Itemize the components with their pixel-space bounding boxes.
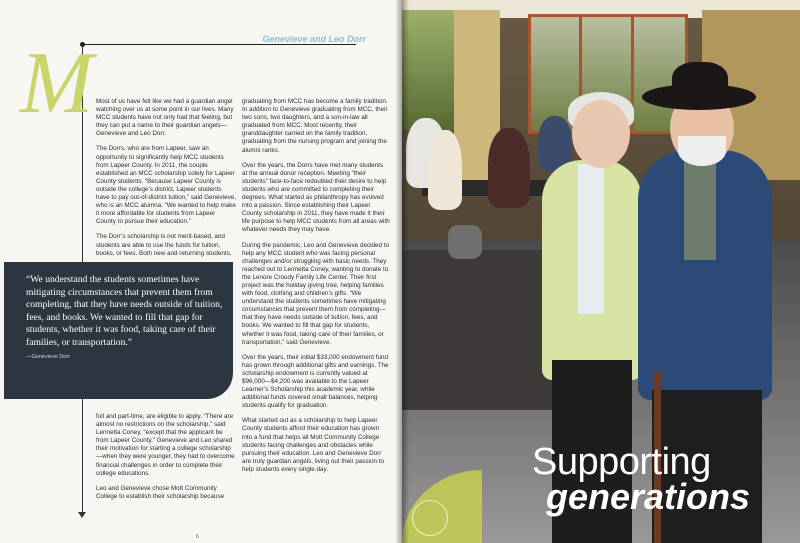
paragraph: The Dorr’s scholarship is not merit-based, and students are able to use the funds for tuition, books, or fees. Both new and returning students, (96, 233, 232, 257)
paragraph: What started out as a scholarship to help Lapeer County students afford their education has grown into a fund that helps all Mott Community College students facing challenges and obstacles while pursuing their education. Leo and Genevieve Dorr are truly guardian angels, living out their passion to help students every single day. (242, 417, 385, 473)
photo-student (428, 130, 462, 210)
photo-man-hat-crown (672, 62, 728, 102)
page-gutter (395, 0, 409, 543)
photo-woman-blouse (578, 164, 604, 314)
photo-man-beard (678, 136, 726, 166)
photo-woman-face (572, 100, 630, 168)
pull-quote (4, 262, 233, 399)
feature-title (532, 443, 750, 515)
photo-carpet (402, 250, 552, 410)
photo-student (488, 128, 530, 208)
paragraph: full and part-time, are eligible to apply. “There are almost no restrictions on the scholarship,” said Lennetta Coney, “except that the applicant be from Lapeer County.” Genevieve and Leo shared their motivation for starting a college scholarship—when they were younger, they had to overcome financial challenges in order to complete their college educations. (96, 413, 235, 477)
paragraph: graduating from MCC has become a family tradition. In addition to Genevieve graduating from MCC, their two sons, two daughters, and a son-in-law all graduated from MCC. Most recently, their granddaughter carried on the family tradition, graduating from the nursing program and joining the alumni ranks. (242, 98, 388, 154)
feature-title-line-1: Supporting (532, 441, 711, 483)
drop-cap: M (20, 35, 94, 132)
photo-man-shirt (684, 160, 716, 260)
paragraph: The Dorrs, who are from Lapeer, saw an opportunity to significantly help MCC students from Lapeer County. In 2011, the couple established an MCC scholarship solely for Lapeer County students. “Because Lapeer County is outside the college’s district, Lapeer students have to pay out-of-district tuition,” said Genevieve, who is an MCC alumna. “We wanted to help make it more affordable for students from Lapeer County to pursue their education.” (96, 145, 237, 226)
header-rule (82, 44, 356, 45)
photo-backpack (448, 225, 482, 259)
pull-quote-attribution: —Genevieve Dorr (26, 354, 71, 360)
running-head: Genevieve and Leo Dorr (262, 34, 366, 44)
paragraph: During the pandemic, Leo and Genevieve decided to help any MCC student who was facing personal challenges and/or struggling with basic needs. They reached out to Lennetta Coney, wanting to donate to the Lenore Croudy Family Life Center. Their first project was the holiday giving tree, helping families with food, clothing and children’s gifts. “We understand the students sometimes have mitigating circumstances that prevent them from completing—that they have needs outside of tuition, fees, and books. We wanted to fill that gap for students, whether it was food, taking care of their families, or transportation,” said Genevieve. (242, 241, 390, 346)
pull-quote-text: “We understand the students sometimes have mitigating circumstances that prevent them from completing, that they have needs outside of tuition, fees, and books. We wanted to fill that gap for students, whether it was food, taking care of their families, or transportation.” (26, 274, 223, 348)
paragraph: Over the years, the Dorrs have met many students at the annual donor reception. Meeting “their students” face-to-face redoubled their desire to help students who are committed to completing their degrees. What started as philanthropy has evolved into a passion. Since establishing their Lapeer County scholarship in 2011, they have made it their life purpose to help MCC students from all areas with whatever needs they may have. (242, 161, 390, 234)
paragraph: Over the years, their initial $33,000 endowment fund has grown through additional gifts and earnings. The scholarship endowment is currently valued at $96,000—$4,200 was available to the Lapeer Learner’s Scholarship this academic year, while additional funds covered small balances, helping students qualify for graduation. (242, 353, 389, 410)
arrow-down-icon (78, 512, 86, 518)
photo-window (402, 10, 454, 130)
feature-title-line-2: generations (546, 476, 751, 517)
feature-photo (402, 0, 800, 543)
paragraph: Leo and Genevieve chose Mott Community College to establish their scholarship because (96, 484, 225, 500)
page-number: 6 (196, 534, 199, 540)
paragraph: Most of us have felt like we had a guardian angel watching over us at some point in our lives. Many MCC students have not only had that feeling, but they can put a name to their guardian angels—Genevieve and Leo Dorr. (96, 98, 234, 138)
article-column-1-continued (96, 413, 236, 508)
article-column-2 (242, 98, 390, 481)
article-column-1 (96, 98, 236, 265)
seal-icon (412, 500, 448, 536)
